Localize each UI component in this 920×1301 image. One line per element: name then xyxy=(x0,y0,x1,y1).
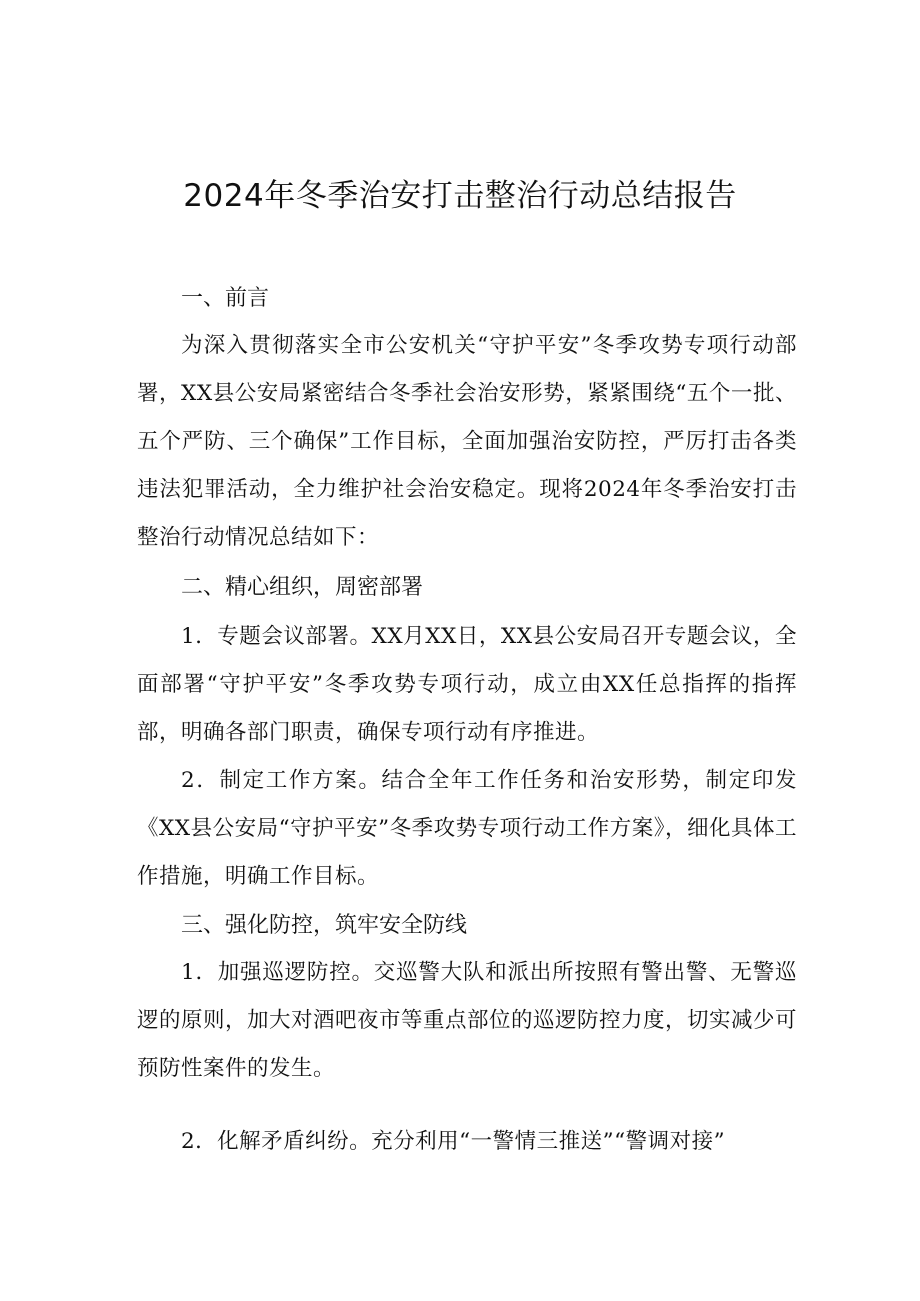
paragraph-preface: 为深入贯彻落实全市公安机关“守护平安”冬季攻势专项行动部署，XX县公安局紧密结合冬季社会治安形势，紧紧围绕“五个一批、五个严防、三个确保”工作目标，全面加强治安防控，严厉打击各类违法犯罪活动，全力维护社会治安稳定。现将2024年冬季治安打击整治行动情况总结如下： xyxy=(137,333,797,550)
section-heading-prevention: 三、强化防控，筑牢安全防线 xyxy=(181,913,468,938)
section-heading-preface: 一、前言 xyxy=(181,286,270,311)
paragraph-meeting-deployment: 1．专题会议部署。XX月XX日，XX县公安局召开专题会议，全面部署“守护平安”冬季攻势专项行动，成立由XX任总指挥的指挥部，明确各部门职责，确保专项行动有序推进。 xyxy=(137,624,797,745)
paragraph-dispute-resolution: 2．化解矛盾纠纷。充分利用“一警情三推送”“警调对接” xyxy=(181,1129,726,1154)
document-title: 2024年冬季治安打击整治行动总结报告 xyxy=(183,178,737,214)
paragraph-patrol: 1．加强巡逻防控。交巡警大队和派出所按照有警出警、无警巡逻的原则，加大对酒吧夜市等重点部位的巡逻防控力度，切实减少可预防性案件的发生。 xyxy=(137,960,798,1081)
section-heading-organization: 二、精心组织，周密部署 xyxy=(181,575,424,600)
paragraph-work-plan: 2．制定工作方案。结合全年工作任务和治安形势，制定印发《XX县公安局“守护平安”冬季攻势专项行动工作方案》，细化具体工作措施，明确工作目标。 xyxy=(137,768,797,889)
